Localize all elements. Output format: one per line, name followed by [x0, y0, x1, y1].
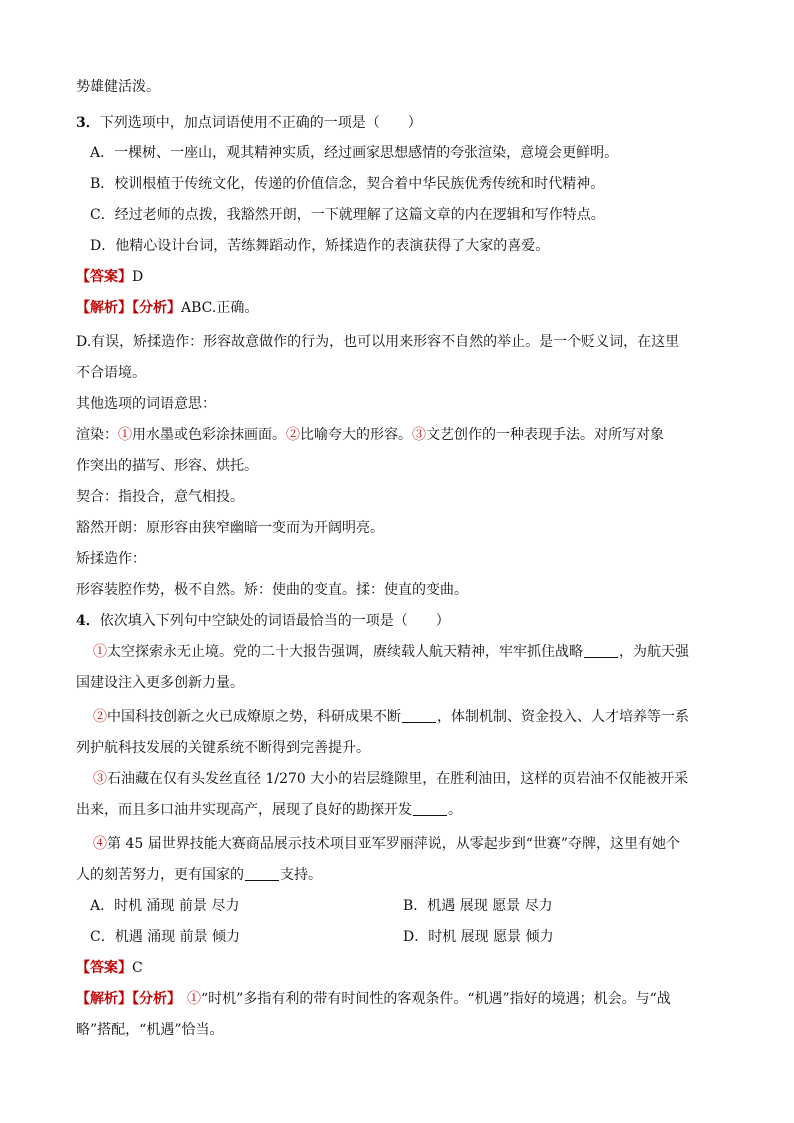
option-a [90, 143, 618, 163]
sentence-text: 石油藏在仅有头发丝直径 1/270 大小的岩层缝隙里，在胜利油田，这样的页岩油不仅能被开采 [107, 771, 689, 787]
definition-line [76, 518, 384, 538]
options-row [90, 896, 239, 916]
circled-number: ② [286, 427, 300, 443]
answer-line [76, 267, 143, 287]
definition-text: 比喻夸大的形容。 [300, 427, 412, 443]
analysis-line [76, 363, 146, 383]
sentence-4 [93, 834, 680, 854]
answer-value: C [132, 960, 143, 976]
option-text: D．他精心设计台词，苦练舞蹈动作，矫揉造作的表演获得了大家的喜爱。 [90, 238, 550, 254]
text-line [76, 77, 160, 97]
definition-text: 契合：指投合，意气相投。 [76, 489, 244, 505]
question-4 [76, 611, 450, 631]
answer-tag: 【答案】 [76, 960, 132, 976]
option-b: B．机遇 展现 愿景 尽力 [403, 898, 553, 914]
options-row [90, 927, 240, 947]
analysis-line [76, 298, 258, 318]
sentence-2-cont [76, 738, 370, 758]
options-row [403, 927, 554, 947]
circled-number: ③ [93, 771, 107, 787]
analysis-text: 略”搭配，“机遇”恰当。 [76, 1022, 224, 1038]
sentence-2 [93, 707, 689, 727]
sentence-3 [93, 769, 688, 789]
option-text: C．经过老师的点拨，我豁然开朗，一下就理解了这篇文章的内在逻辑和写作特点。 [90, 207, 605, 223]
sentence-text: 列护航科技发展的关键系统不断得到完善提升。 [76, 740, 370, 756]
question-text: 依次填入下列句中空缺处的词语最恰当的一项是（ ） [99, 613, 450, 629]
fill-blank [584, 643, 618, 658]
definition-text: 文艺创作的一种表现手法。对所写对象 [426, 427, 664, 443]
question-3 [76, 113, 422, 133]
option-b [90, 174, 604, 194]
option-d: D．时机 展现 愿景 倾力 [403, 929, 554, 945]
analysis-text: ABC.正确。 [181, 300, 259, 316]
sentence-text: 第 45 届世界技能大赛商品展示技术项目亚军罗丽萍说，从零起步到“世赛”夺牌，这里有她个 [107, 836, 681, 852]
options-row [403, 896, 553, 916]
definition-text: 作突出的描写、形容、烘托。 [76, 458, 258, 474]
paragraph-text: 势雄健活泼。 [76, 79, 160, 95]
sentence-text: 。 [448, 802, 462, 818]
sentence-text: 人的刻苦努力，更有国家的 [76, 867, 244, 883]
definition-line [76, 425, 664, 445]
definition-line [76, 456, 258, 476]
sentence-text: 中国科技创新之火已成燎原之势，科研成果不断 [107, 709, 401, 725]
answer-value: D [132, 269, 144, 285]
answer-tag: 【答案】 [76, 269, 132, 285]
definition-line [76, 580, 468, 600]
answer-line [76, 958, 143, 978]
option-c [90, 205, 605, 225]
definition-term: 渲染： [76, 427, 118, 443]
definition-text: 用水墨或色彩涂抹画面。 [132, 427, 286, 443]
sentence-3-cont [76, 800, 462, 820]
sentence-text: ，为航天强 [619, 644, 689, 660]
circled-number: ① [118, 427, 132, 443]
analysis-tag: 【解析】【分析】 [76, 300, 181, 316]
analysis-tag: 【解析】【分析】 [76, 991, 181, 1007]
option-text: B．校训根植于传统文化，传递的价值信念，契合着中华民族优秀传统和时代精神。 [90, 176, 605, 192]
question-number: 3． [76, 115, 100, 131]
option-d [90, 236, 549, 256]
definition-text: 形容装腔作势，极不自然。矫：使曲的变直。揉：使直的变曲。 [76, 582, 468, 598]
definition-text: 豁然开朗：原形容由狭窄幽暗一变而为开阔明亮。 [76, 520, 384, 536]
circled-number: ② [93, 709, 107, 725]
question-number: 4． [76, 613, 100, 629]
fill-blank [245, 866, 279, 881]
analysis-text: D.有误，矫揉造作：形容故意做作的行为，也可以用来形容不自然的举止。是一个贬义词，在这里 [76, 334, 680, 350]
analysis-line [76, 394, 216, 414]
option-text: A．一棵树、一座山，观其精神实质，经过画家思想感情的夸张渲染，意境会更鲜明。 [90, 145, 619, 161]
sentence-text: 太空探索永无止境。党的二十大报告强调，赓续载人航天精神，牢牢抓住战略 [107, 644, 583, 660]
option-a: A．时机 涌现 前景 尽力 [90, 898, 240, 914]
analysis-text: 不合语境。 [76, 365, 146, 381]
sentence-text: 支持。 [280, 867, 322, 883]
circled-number: ④ [93, 836, 107, 852]
question-text: 下列选项中，加点词语使用不正确的一项是（ ） [99, 115, 422, 131]
sentence-1 [93, 642, 689, 662]
sentence-text: ，体制机制、资金投入、人才培养等一系 [437, 709, 689, 725]
sentence-text: 国建设注入更多创新力量。 [76, 675, 244, 691]
analysis-line [76, 989, 671, 1009]
analysis-line [76, 332, 679, 352]
definition-line [76, 487, 244, 507]
circled-number: ① [187, 991, 201, 1007]
sentence-1-cont [76, 673, 244, 693]
definition-line [76, 549, 146, 569]
sentence-text: 出来，而且多口油井实现高产，展现了良好的勘探开发 [76, 802, 412, 818]
analysis-text: 其他选项的词语意思： [76, 396, 216, 412]
definition-term: 矫揉造作： [76, 551, 146, 567]
circled-number: ① [93, 644, 107, 660]
analysis-text: “时机”多指有利的带有时间性的客观条件。“机遇”指好的境遇；机会。与“战 [201, 991, 671, 1007]
circled-number: ③ [412, 427, 426, 443]
fill-blank [413, 801, 447, 816]
sentence-4-cont [76, 865, 322, 885]
fill-blank [402, 708, 436, 723]
option-c: C．机遇 涌现 前景 倾力 [90, 929, 241, 945]
analysis-line [76, 1020, 223, 1040]
